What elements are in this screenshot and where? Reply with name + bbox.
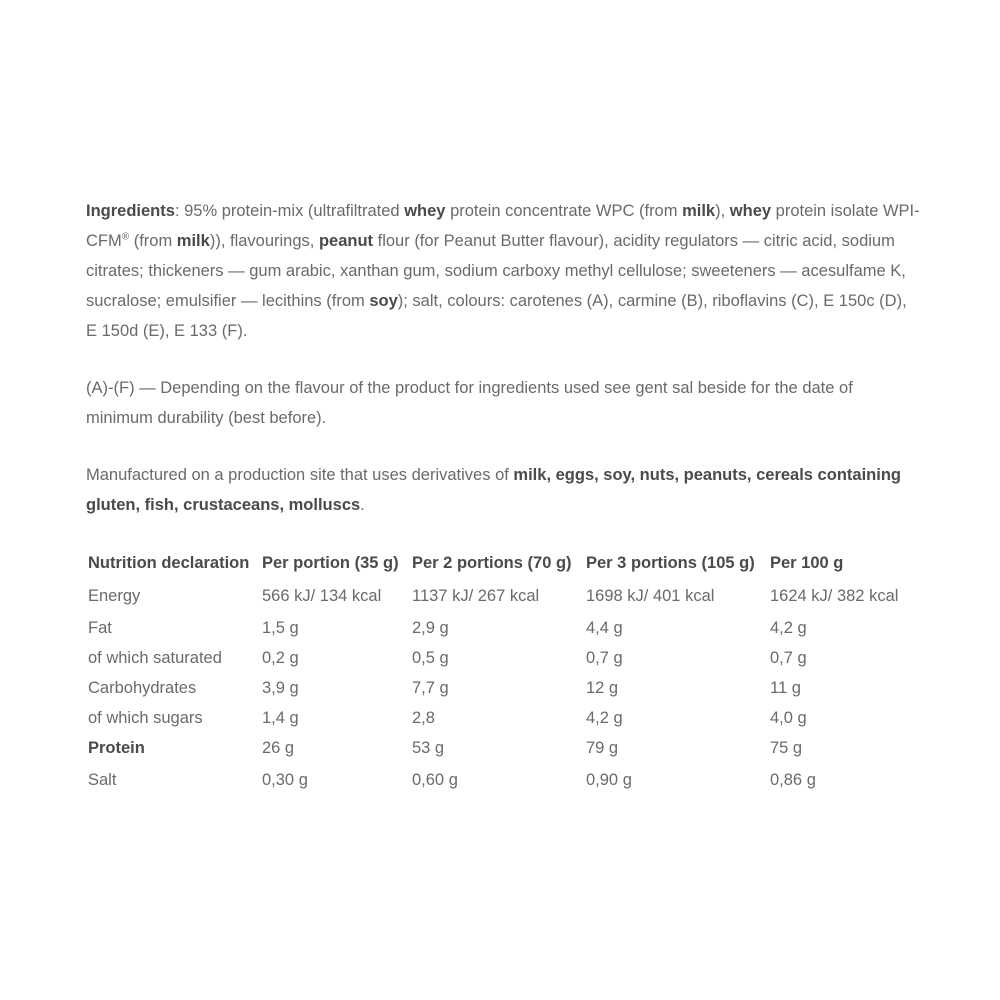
table-cell: 0,5 g: [412, 648, 449, 667]
column-header: Per 3 portions (105 g): [586, 554, 755, 572]
table-cell: 1,5 g: [262, 618, 299, 637]
table-cell: 0,60 g: [412, 770, 458, 789]
table-cell: 53 g: [412, 738, 445, 757]
table-cell: 0,30 g: [262, 770, 308, 789]
table-cell: 4,2 g: [770, 618, 807, 637]
row-label: Protein: [88, 738, 145, 757]
table-cell: 75 g: [770, 738, 803, 757]
ingredients-paragraph: [86, 196, 922, 346]
table-cell: 1624 kJ/ 382 kcal: [770, 586, 899, 605]
table-cell: 4,0 g: [770, 708, 807, 727]
allergen-highlight: whey: [729, 202, 772, 220]
table-row: [86, 732, 918, 764]
flavour-note: (A)-(F) — Depending on the flavour of the product for ingredients used see gent sal beside for the date of minimum durability (best before).: [86, 379, 853, 427]
table-cell: 26 g: [262, 738, 295, 757]
ingredients-label: Ingredients: [86, 202, 175, 220]
table-cell: 1137 kJ/ 267 kcal: [412, 586, 540, 605]
ingredients-text: ),: [715, 202, 730, 220]
ingredients-text: protein isolate WPI-CFM: [86, 202, 920, 250]
table-cell: 4,2 g: [586, 708, 623, 727]
row-label: Salt: [88, 770, 117, 789]
column-header: Per 100 g: [770, 554, 844, 572]
table-row: [86, 764, 918, 796]
table-row: [86, 644, 918, 672]
allergen-highlight: soy: [369, 292, 398, 310]
row-label: Energy: [88, 586, 141, 605]
ingredients-text: (from: [129, 232, 177, 250]
table-cell: 1698 kJ/ 401 kcal: [586, 586, 715, 605]
table-header-row: [86, 547, 918, 580]
column-header: Per 2 portions (70 g): [412, 554, 572, 572]
table-row: [86, 704, 918, 732]
row-label: Carbohydrates: [88, 678, 197, 697]
allergen-highlight: milk: [176, 232, 210, 250]
ingredients-text: )), flavourings,: [209, 232, 319, 250]
table-cell: 2,8: [412, 708, 435, 727]
table-cell: 1,4 g: [262, 708, 299, 727]
table-cell: 0,90 g: [586, 770, 632, 789]
table-row: [86, 580, 918, 612]
table-cell: 0,7 g: [586, 648, 623, 667]
table-cell: 7,7 g: [412, 678, 449, 697]
table-cell: 11 g: [770, 678, 801, 697]
ingredients-text: : 95% protein-mix (ultrafiltrated: [174, 202, 405, 220]
table-cell: 0,86 g: [770, 770, 816, 789]
ingredients-text: protein concentrate WPC (from: [445, 202, 683, 220]
column-header: Per portion (35 g): [262, 554, 399, 572]
allergen-highlight: peanut: [318, 232, 374, 250]
table-row: [86, 612, 918, 644]
table-cell: 4,4 g: [586, 618, 623, 637]
table-cell: 12 g: [586, 678, 619, 697]
allergen-text: .: [360, 496, 365, 514]
table-cell: 0,2 g: [262, 648, 299, 667]
row-label: of which sugars: [88, 708, 203, 727]
nutrition-table: [86, 547, 918, 796]
allergen-highlight: whey: [404, 202, 446, 220]
table-cell: 0,7 g: [770, 648, 807, 667]
table-cell: 79 g: [586, 738, 619, 757]
row-label: Fat: [88, 618, 112, 637]
table-cell: 2,9 g: [412, 618, 449, 637]
table-row: [86, 672, 918, 704]
row-label: of which saturated: [88, 648, 222, 667]
table-cell: 566 kJ/ 134 kcal: [262, 586, 382, 605]
allergen-paragraph: [86, 460, 922, 520]
ingredients-text: ); salt, colours: carotenes (A), carmine (B), riboflavins (C), E 150c (D), E 150d (E), E 133 (F).: [86, 292, 907, 340]
table-cell: 3,9 g: [262, 678, 299, 697]
column-header: Nutrition declaration: [88, 554, 250, 572]
ingredients-text: flour (for Peanut Butter flavour), acidity regulators — citric acid, sodium citrates; thickeners — gum arabic, xanthan gum, sodium carboxy methyl cellulose; sweeteners — acesulfame K, sucralose; emulsifier — lecithins (from: [86, 232, 906, 310]
allergen-list: milk, eggs, soy, nuts, peanuts, cereals containing gluten, fish, crustaceans, molluscs: [86, 466, 901, 514]
registered-mark: ®: [121, 231, 130, 243]
allergen-highlight: milk: [682, 202, 716, 220]
allergen-text: Manufactured on a production site that uses derivatives of: [86, 466, 514, 484]
